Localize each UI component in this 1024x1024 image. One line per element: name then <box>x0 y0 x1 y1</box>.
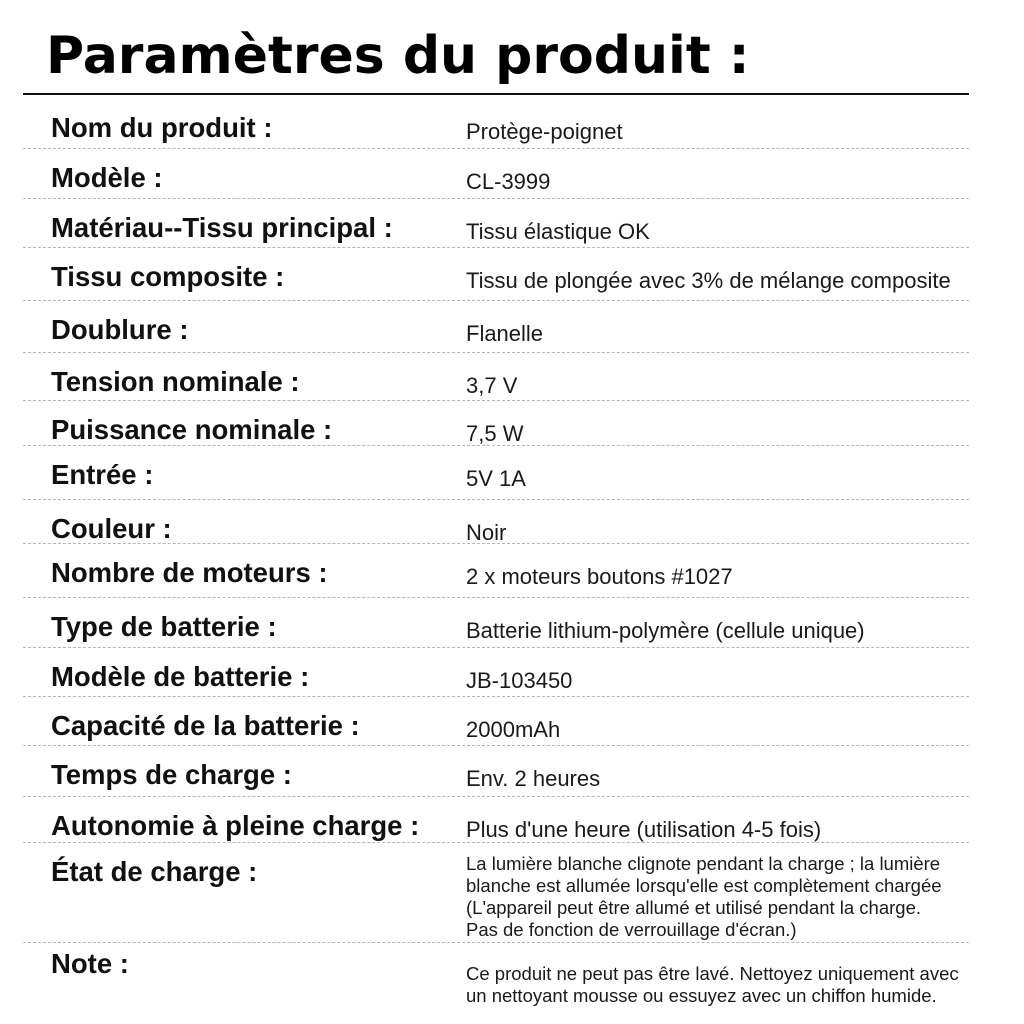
spec-value: 2 x moteurs boutons #1027 <box>466 564 733 589</box>
spec-label: Nombre de moteurs : <box>51 557 328 588</box>
spec-label: Type de batterie : <box>51 611 277 642</box>
spec-row-tissu-composite <box>23 247 969 301</box>
spec-label: État de charge : <box>51 856 258 887</box>
spec-value: JB-103450 <box>466 668 573 693</box>
spec-value: 7,5 W <box>466 421 524 446</box>
spec-row-etat-de-charge <box>23 842 969 943</box>
spec-row-modele-de-batterie <box>23 647 969 697</box>
spec-label: Tissu composite : <box>51 261 285 292</box>
spec-row-entree <box>23 445 969 500</box>
spec-label: Capacité de la batterie : <box>51 710 360 741</box>
spec-value: Tissu de plongée avec 3% de mélange composite <box>466 268 951 293</box>
spec-label: Temps de charge : <box>51 759 292 790</box>
spec-value: Flanelle <box>466 321 544 346</box>
spec-row-materiau <box>23 198 969 248</box>
page-title: Paramètres du produit : <box>46 26 750 86</box>
spec-value: Ce produit ne peut pas être lavé. Nettoyez uniquement avec un nettoyant mousse ou essuyez avec un chiffon humide. <box>466 963 959 1006</box>
spec-value: La lumière blanche clignote pendant la charge ; la lumière blanche est allumée lorsqu'elle est complètement chargée (L'appareil peut être allumé et utilisé pendant la charge. Pas de fonction de verrouillage d'écran.) <box>466 853 942 940</box>
spec-row-nombre-de-moteurs <box>23 543 969 598</box>
spec-value: 3,7 V <box>466 373 518 398</box>
spec-row-puissance-nominale <box>23 400 969 446</box>
spec-label: Modèle de batterie : <box>51 661 310 692</box>
spec-label: Entrée : <box>51 459 154 490</box>
spec-value: Protège-poignet <box>466 119 623 144</box>
spec-value: Env. 2 heures <box>466 766 601 791</box>
spec-value: CL-3999 <box>466 169 551 194</box>
spec-row-autonomie <box>23 796 969 843</box>
spec-label: Nom du produit : <box>51 112 273 143</box>
spec-value: 2000mAh <box>466 717 561 742</box>
spec-row-modele <box>23 148 969 199</box>
spec-row-note <box>23 942 969 1022</box>
spec-value: Noir <box>466 520 507 545</box>
spec-label: Autonomie à pleine charge : <box>51 810 420 841</box>
spec-value: Tissu élastique OK <box>466 219 650 244</box>
spec-row-nom-du-produit <box>23 98 969 149</box>
spec-value: Plus d'une heure (utilisation 4-5 fois) <box>466 817 822 842</box>
spec-label: Note : <box>51 948 129 979</box>
spec-value: Batterie lithium-polymère (cellule unique) <box>466 618 865 643</box>
spec-row-type-de-batterie <box>23 597 969 648</box>
spec-label: Doublure : <box>51 314 189 345</box>
spec-row-doublure <box>23 300 969 353</box>
spec-row-capacite-de-la-batterie <box>23 696 969 746</box>
spec-label: Modèle : <box>51 162 163 193</box>
spec-row-tension-nominale <box>23 352 969 401</box>
spec-row-temps-de-charge <box>23 745 969 797</box>
spec-value: 5V 1A <box>466 466 526 491</box>
spec-row-couleur <box>23 499 969 544</box>
spec-label: Tension nominale : <box>51 366 300 397</box>
spec-label: Puissance nominale : <box>51 414 333 445</box>
spec-label: Couleur : <box>51 513 172 544</box>
spec-label: Matériau--Tissu principal : <box>51 212 393 243</box>
